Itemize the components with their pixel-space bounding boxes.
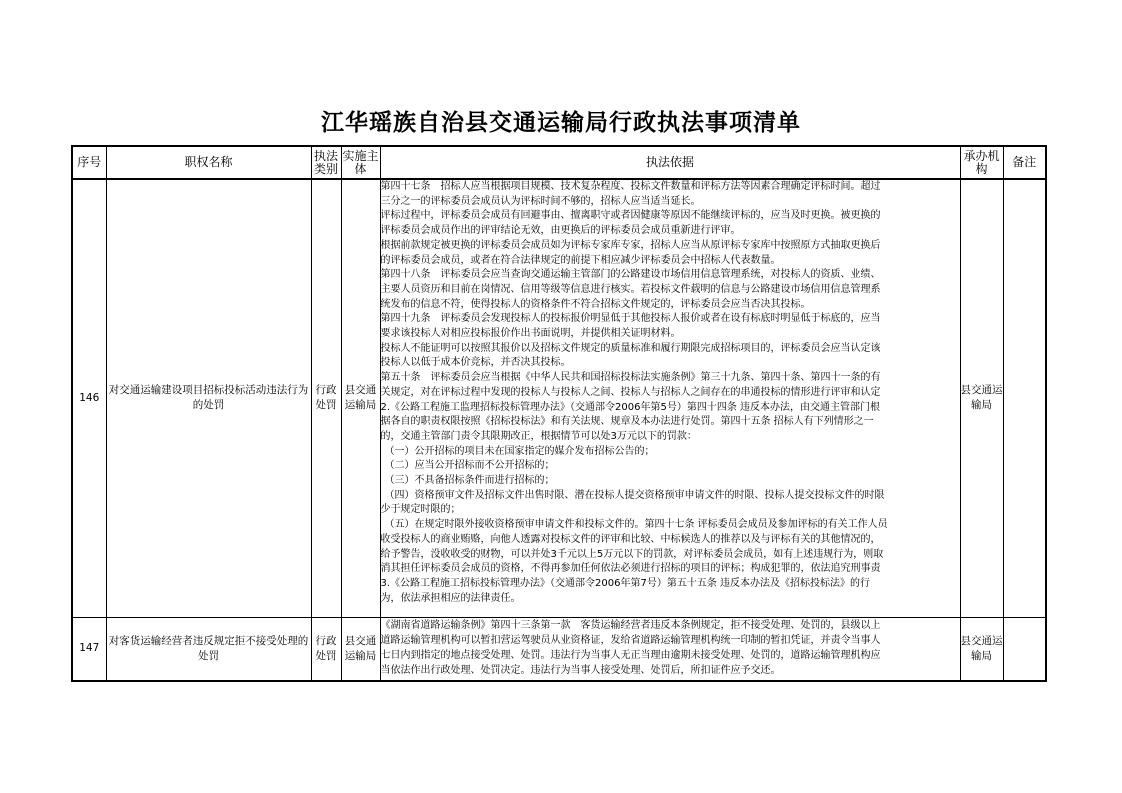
basis-line: （五）在规定时限外接收资格预审申请文件和投标文件的。第四十七条 评标委员会成员及参加评标的有关工作人员 (384, 519, 888, 531)
basis-line: （三）不具备招标条件而进行招标的； (384, 475, 555, 487)
basis-line: 的，交通主管部门责令其限期改正，根据情节可以处3万元以下的罚款： (380, 430, 697, 442)
table-header-row (72, 146, 1046, 179)
basis-line: 七日内到指定的地点接受处理、处罚。违法行为当事人无正当理由逾期未接受处理、处罚的，道路运输管理机构应 (380, 649, 881, 661)
basis-line: 统发布的信息不符，使得投标人的资格条件不符合招标文件规定的，评标委员会应当否决其投标。 (380, 298, 811, 310)
basis-line: 根据前款规定被更换的评标委员会成员如为评标专家库专家，招标人应当从原评标专家库中按照原方式抽取更换后 (380, 239, 881, 251)
header-name: 职权名称 (106, 146, 311, 179)
table-row (72, 179, 1046, 617)
basis-line: 第四十八条 评标委员会应当查询交通运输主管部门的公路建设市场信用信息管理系统，对投标人的资质、业绩、 (380, 269, 881, 281)
basis-line: 当依法作出行政处理、处罚决定。违法行为当事人接受处理、处罚后，所扣证件应予交还。 (380, 664, 781, 676)
basis-line: 收受投标人的商业贿赂，向他人透露对投标文件的评审和比较、中标候选人的推荐以及与评标有关的其他情况的， (380, 533, 881, 545)
row-subject: 县交通运输局 (341, 617, 380, 681)
row-basis (380, 617, 960, 681)
row-category: 行政处罚 (311, 179, 341, 617)
basis-line: 道路运输管理机构可以暂扣营运驾驶员从业资格证，发给省道路运输管理机构统一印制的暂扣凭证，并责令当事人 (380, 634, 881, 646)
basis-line: 第四十九条 评标委员会发现投标人的投标报价明显低于其他投标人报价或者在设有标底时明显低于标底的，应当 (380, 313, 881, 325)
basis-line: 3.《公路工程施工招标投标管理办法》（交通部令2006年第7号）第五十五条 违反本办法及《招标投标法》的行 (380, 577, 871, 589)
basis-line: 评标委员会成员作出的评审结论无效，由更换后的评标委员会成员重新进行评审。 (380, 225, 741, 237)
basis-line: 为，依法承担相应的法律责任。 (380, 592, 521, 604)
enforcement-items-table (71, 145, 1047, 682)
header-subject: 实施主体 (341, 146, 380, 179)
basis-line: 评标过程中，评标委员会成员有回避事由、擅离职守或者因健康等原因不能继续评标的，应当及时更换。被更换的 (380, 210, 881, 222)
basis-line: 关规定，对在评标过程中发现的投标人与投标人之间、投标人与招标人之间存在的串通投标的情形进行评审和认定 (380, 386, 881, 398)
basis-line: （一）公开招标的项目未在国家指定的媒介发布招标公告的； (384, 445, 655, 457)
basis-line: 的评标委员会成员，或者在符合法律规定的前提下相应减少评标委员会中招标人代表数量。 (380, 254, 781, 266)
basis-line: 第四十七条 招标人应当根据项目规模、技术复杂程度、投标文件数量和评标方法等因素合理确定评标时间。超过 (380, 181, 881, 192)
basis-line: 2.《公路工程施工监理招标投标管理办法》（交通部令2006年第5号）第四十四条 违反本办法，由交通主管部门根 (380, 401, 881, 413)
basis-line: 三分之一的评标委员会成员认为评标时间不够的，招标人应当适当延长。 (380, 195, 701, 207)
row-category: 行政处罚 (311, 617, 341, 681)
row-agency: 县交通运输局 (960, 179, 1003, 617)
header-agency: 承办机构 (960, 146, 1003, 179)
row-seq: 146 (72, 179, 106, 617)
basis-line: （四）资格预审文件及招标文件出售时限、潜在投标人提交资格预审申请文件的时限、投标人提交投标文件的时限 (384, 489, 885, 501)
row-notes (1003, 179, 1046, 617)
basis-line: 少于规定时限的； (380, 504, 461, 516)
basis-line: 主要人员资历和目前在岗情况、信用等级等信息进行核实。若投标文件载明的信息与公路建设市场信用信息管理系 (380, 283, 881, 295)
row-name: 对交通运输建设项目招标投标活动违法行为的处罚 (106, 179, 311, 617)
basis-line: 投标人不能证明可以按照其报价以及招标文件规定的质量标准和履行期限完成招标项目的，评标委员会应当认定该 (380, 342, 881, 354)
basis-line: 投标人以低于成本价竞标，并否决其投标。 (380, 357, 571, 369)
header-basis: 执法依据 (380, 146, 960, 179)
row-basis (380, 179, 960, 617)
basis-line: 要求该投标人对相应投标报价作出书面说明，并提供相关证明材料。 (380, 328, 681, 340)
header-notes: 备注 (1003, 146, 1046, 179)
row-seq: 147 (72, 617, 106, 681)
page-title: 江华瑶族自治县交通运输局行政执法事项清单 (321, 109, 801, 136)
basis-line: 据各自的职责权限按照《招标投标法》和有关法规、规章及本办法进行处罚。第四十五条 招标人有下列情形之一 (380, 416, 874, 428)
row-notes (1003, 617, 1046, 681)
basis-line: 给予警告，没收收受的财物，可以并处3千元以上5万元以下的罚款，对评标委员会成员，如有上述违规行为，则取 (380, 548, 884, 560)
header-seq: 序号 (72, 146, 106, 179)
row-agency: 县交通运输局 (960, 617, 1003, 681)
basis-line: 第五十条 评标委员会应当根据《中华人民共和国招标投标法实施条例》第三十九条、第四十条、第四十一条的有 (380, 372, 881, 384)
row-name: 对客货运输经营者违反规定拒不接受处理的处罚 (106, 617, 311, 681)
basis-line: （二）应当公开招标而不公开招标的； (384, 460, 555, 472)
basis-line: 消其担任评标委员会成员的资格，不得再参加任何依法必须进行招标的项目的评标；构成犯罪的，依法追究刑事责 (380, 563, 881, 575)
basis-line: 《湖南省道路运输条例》第四十三条第一款 客货运输经营者违反本条例规定，拒不接受处理、处罚的，县级以上 (380, 619, 881, 631)
row-subject: 县交通运输局 (341, 179, 380, 617)
header-category: 执法类别 (311, 146, 341, 179)
table-row (72, 617, 1046, 681)
